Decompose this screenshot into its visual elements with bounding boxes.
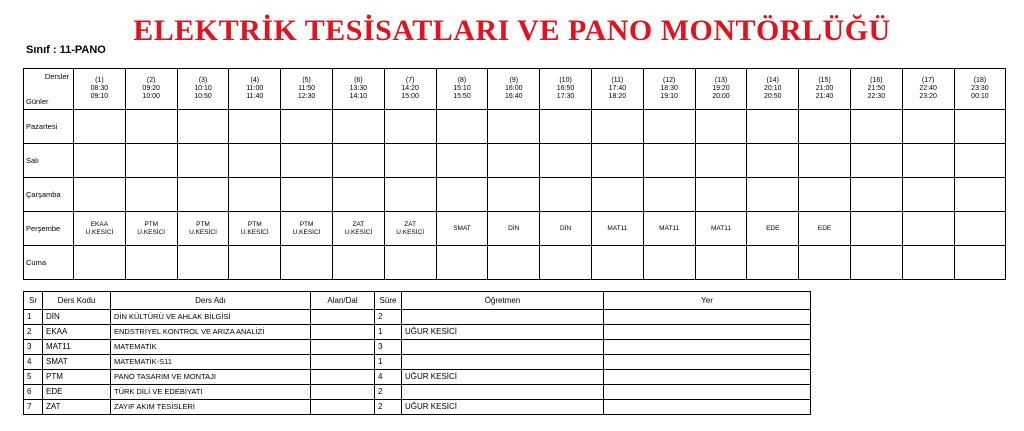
course-code: EKAA [43, 325, 111, 340]
schedule-cell [591, 246, 643, 280]
cell-course-code: ZAT [352, 220, 365, 228]
cell-teacher: U.KESİCİ [240, 228, 269, 236]
row-number: 4 [24, 355, 43, 370]
period-header [540, 69, 592, 110]
period-end: 10:00 [142, 93, 160, 100]
course-place [604, 385, 811, 400]
schedule-cell [643, 178, 695, 212]
schedule-cell [281, 246, 333, 280]
schedule-cell [74, 110, 126, 144]
cell-teacher: U.KESİCİ [189, 228, 217, 236]
schedule-cell [799, 246, 851, 280]
schedule-cell [177, 144, 229, 178]
schedule-cell [954, 246, 1006, 280]
period-header [488, 69, 540, 110]
cell-teacher: U.KESİCİ [344, 228, 373, 236]
period-num: (10) [559, 77, 572, 84]
schedule-cell [643, 212, 695, 246]
course-code: DİN [43, 310, 111, 325]
schedule-cell [954, 212, 1006, 246]
schedule-cell [695, 212, 747, 246]
header-place: Yer [604, 292, 811, 310]
schedule-cell [540, 212, 592, 246]
course-duration: 1 [375, 355, 402, 370]
schedule-cell [74, 246, 126, 280]
period-start: 19:20 [712, 85, 730, 92]
period-start: 18:30 [660, 85, 678, 92]
schedule-corner-cell [24, 69, 74, 110]
day-row [24, 212, 1006, 246]
period-end: 09:10 [90, 93, 109, 100]
course-name: DİN KÜLTÜRÜ VE AHLAK BİLGİSİ [111, 310, 311, 325]
period-start: 09:20 [142, 85, 160, 92]
period-num: (3) [198, 77, 208, 84]
row-number: 5 [24, 370, 43, 385]
period-start: 17:40 [608, 85, 627, 92]
schedule-cell [799, 212, 851, 246]
course-duration: 4 [375, 370, 402, 385]
schedule-cell [436, 110, 488, 144]
schedule-cell [177, 212, 229, 246]
course-area [311, 385, 375, 400]
cell-course-code: EKAA [90, 220, 109, 228]
schedule-header-row [24, 69, 1006, 110]
schedule-cell [747, 144, 799, 178]
period-end: 23:20 [919, 93, 937, 100]
schedule-cell [643, 246, 695, 280]
period-header [591, 69, 643, 110]
schedule-cell [902, 144, 954, 178]
row-number: 3 [24, 340, 43, 355]
period-start: 15:10 [453, 85, 471, 92]
period-header [643, 69, 695, 110]
course-teacher: UĞUR KESİCİ [402, 370, 604, 385]
cell-teacher: U.KESİCİ [85, 228, 114, 236]
header-sr: Sr [24, 292, 43, 310]
schedule-cell [281, 110, 333, 144]
course-row [24, 310, 811, 325]
cell-course-code: DİN [508, 224, 520, 232]
schedule-cell [591, 178, 643, 212]
corner-dersler-label: Dersler [44, 72, 69, 81]
period-num: (8) [457, 77, 467, 84]
schedule-cell [591, 144, 643, 178]
course-row [24, 355, 811, 370]
cell-course-code: MAT11 [607, 224, 628, 232]
header-course-code: Ders Kodu [43, 292, 111, 310]
course-teacher [402, 310, 604, 325]
cell-teacher: U.KESİCİ [137, 228, 166, 236]
schedule-cell [384, 212, 436, 246]
course-duration: 2 [375, 400, 402, 415]
course-list-table [23, 291, 811, 415]
course-place [604, 325, 811, 340]
period-end: 00:10 [971, 93, 989, 100]
course-area [311, 355, 375, 370]
course-place [604, 310, 811, 325]
schedule-cell [902, 110, 954, 144]
cell-course-code: SMAT [453, 224, 471, 232]
course-row [24, 385, 811, 400]
period-start: 11:00 [246, 85, 264, 92]
schedule-cell [695, 110, 747, 144]
schedule-cell [540, 246, 592, 280]
day-row [24, 110, 1006, 144]
period-header [799, 69, 851, 110]
period-header [850, 69, 902, 110]
schedule-cell [177, 246, 229, 280]
header-area: Alan/Dal [311, 292, 375, 310]
course-area [311, 400, 375, 415]
schedule-cell [125, 212, 177, 246]
course-code: MAT11 [43, 340, 111, 355]
period-header [74, 69, 126, 110]
period-start: 22:40 [919, 85, 937, 92]
corner-gunler-label: Günler [26, 97, 49, 106]
course-name: TÜRK DİLİ VE EDEBİYATI [111, 385, 311, 400]
period-end: 15:50 [453, 93, 471, 100]
schedule-cell [74, 144, 126, 178]
schedule-cell [332, 144, 384, 178]
schedule-cell [488, 246, 540, 280]
header-course-name: Ders Adı [111, 292, 311, 310]
day-name: Cuma [24, 246, 74, 280]
day-name: Perşembe [24, 212, 74, 246]
day-name: Pazartesi [24, 110, 74, 144]
schedule-cell [125, 246, 177, 280]
cell-teacher: U.KESİCİ [396, 228, 425, 236]
course-teacher [402, 355, 604, 370]
period-end: 20:00 [712, 93, 730, 100]
period-end: 16:40 [505, 93, 523, 100]
header-duration: Süre [375, 292, 402, 310]
period-end: 20:50 [763, 93, 782, 100]
period-header [954, 69, 1006, 110]
cell-course-code: PTM [144, 220, 159, 228]
period-end: 10:50 [194, 93, 212, 100]
period-header [177, 69, 229, 110]
period-end: 12:30 [297, 93, 316, 100]
schedule-cell [591, 110, 643, 144]
period-num: (5) [302, 77, 311, 84]
period-header [695, 69, 747, 110]
class-label: Sınıf : 11-PANO [26, 44, 106, 56]
schedule-cell [799, 144, 851, 178]
schedule-cell [229, 246, 281, 280]
course-teacher: UĞUR KESİCİ [402, 325, 604, 340]
period-start: 14:20 [401, 85, 419, 92]
cell-teacher: U.KESİCİ [292, 228, 321, 236]
period-start: 08:30 [90, 85, 109, 92]
schedule-cell [954, 110, 1006, 144]
schedule-cell [229, 110, 281, 144]
period-num: (18) [973, 77, 987, 84]
schedule-cell [643, 144, 695, 178]
cell-course-code: DİN [559, 224, 572, 232]
cell-course-code: MAT11 [659, 224, 680, 232]
period-num: (14) [766, 77, 779, 84]
schedule-cell [229, 178, 281, 212]
cell-course-code: EDE [817, 224, 832, 232]
row-number: 2 [24, 325, 43, 340]
period-header [281, 69, 333, 110]
period-num: (4) [250, 77, 260, 84]
course-code: PTM [43, 370, 111, 385]
schedule-cell [384, 110, 436, 144]
schedule-cell [125, 178, 177, 212]
period-num: (9) [509, 77, 519, 84]
course-duration: 2 [375, 385, 402, 400]
day-name: Salı [24, 144, 74, 178]
schedule-cell [850, 110, 902, 144]
row-number: 1 [24, 310, 43, 325]
course-name: ZAYIF AKIM TESİSLERİ [111, 400, 311, 415]
day-name: Çarşamba [24, 178, 74, 212]
schedule-cell [177, 110, 229, 144]
course-duration: 3 [375, 340, 402, 355]
course-teacher: UĞUR KESİCİ [402, 400, 604, 415]
period-num: (12) [662, 77, 676, 84]
schedule-cell [747, 110, 799, 144]
period-start: 21:00 [815, 85, 834, 92]
schedule-cell [281, 212, 333, 246]
course-teacher [402, 385, 604, 400]
schedule-cell [229, 212, 281, 246]
schedule-cell [488, 178, 540, 212]
schedule-cell [488, 212, 540, 246]
course-place [604, 400, 811, 415]
schedule-cell [902, 246, 954, 280]
period-num: (2) [146, 77, 156, 84]
schedule-cell [799, 178, 851, 212]
schedule-cell [332, 178, 384, 212]
schedule-cell [332, 246, 384, 280]
schedule-cell [281, 178, 333, 212]
schedule-cell [436, 212, 488, 246]
schedule-cell [902, 212, 954, 246]
period-end: 18:20 [608, 93, 627, 100]
course-name: PANO TASARIM VE MONTAJI [111, 370, 311, 385]
course-area [311, 370, 375, 385]
cell-course-code: PTM [247, 220, 262, 228]
course-row [24, 340, 811, 355]
period-num: (15) [818, 77, 831, 84]
period-num: (16) [870, 77, 883, 84]
schedule-cell [954, 178, 1006, 212]
schedule-cell [281, 144, 333, 178]
course-row [24, 325, 811, 340]
schedule-cell [488, 144, 540, 178]
schedule-cell [384, 178, 436, 212]
period-start: 11:50 [298, 85, 316, 92]
schedule-cell [125, 144, 177, 178]
period-end: 21:40 [815, 93, 834, 100]
schedule-cell [747, 178, 799, 212]
period-num: (13) [714, 77, 728, 84]
schedule-cell [125, 110, 177, 144]
schedule-cell [902, 178, 954, 212]
schedule-cell [540, 110, 592, 144]
schedule-cell [384, 144, 436, 178]
schedule-cell [74, 178, 126, 212]
course-header-row [24, 292, 811, 310]
course-code: ZAT [43, 400, 111, 415]
schedule-cell [850, 246, 902, 280]
schedule-cell [747, 246, 799, 280]
header-teacher: Öğretmen [402, 292, 604, 310]
period-end: 11:40 [246, 93, 264, 100]
schedule-cell [74, 212, 126, 246]
schedule-cell [747, 212, 799, 246]
period-num: (6) [354, 77, 363, 84]
schedule-cell [332, 212, 384, 246]
course-code: EDE [43, 385, 111, 400]
course-row [24, 370, 811, 385]
period-header [747, 69, 799, 110]
weekly-schedule-table [23, 68, 1006, 280]
schedule-cell [643, 110, 695, 144]
cell-course-code: MAT11 [710, 224, 731, 232]
course-place [604, 340, 811, 355]
period-end: 14:10 [349, 93, 368, 100]
schedule-cell [229, 144, 281, 178]
schedule-cell [850, 212, 902, 246]
period-header [384, 69, 436, 110]
period-end: 19:10 [660, 93, 678, 100]
cell-course-code: PTM [299, 220, 314, 228]
period-start: 23:30 [971, 85, 989, 92]
schedule-cell [954, 144, 1006, 178]
period-start: 16:50 [556, 85, 575, 92]
course-duration: 1 [375, 325, 402, 340]
schedule-cell [436, 144, 488, 178]
schedule-cell [799, 110, 851, 144]
day-row [24, 144, 1006, 178]
row-number: 7 [24, 400, 43, 415]
row-number: 6 [24, 385, 43, 400]
period-end: 17:30 [556, 93, 575, 100]
cell-course-code: EDE [766, 224, 780, 232]
course-row [24, 400, 811, 415]
cell-course-code: PTM [196, 220, 210, 228]
period-start: 10:10 [194, 85, 212, 92]
day-row [24, 246, 1006, 280]
period-num: (7) [405, 77, 415, 84]
course-area [311, 310, 375, 325]
course-teacher [402, 340, 604, 355]
schedule-cell [332, 110, 384, 144]
period-end: 22:30 [867, 93, 886, 100]
cell-course-code: ZAT [404, 220, 417, 228]
schedule-cell [695, 144, 747, 178]
course-code: SMAT [43, 355, 111, 370]
schedule-cell [591, 212, 643, 246]
schedule-cell [850, 178, 902, 212]
day-row [24, 178, 1006, 212]
period-header [229, 69, 281, 110]
course-name: MATEMATİK-S11 [111, 355, 311, 370]
course-name: MATEMATİK [111, 340, 311, 355]
schedule-cell [436, 178, 488, 212]
course-place [604, 355, 811, 370]
schedule-cell [540, 144, 592, 178]
course-area [311, 325, 375, 340]
course-area [311, 340, 375, 355]
page-title: ELEKTRİK TESİSATLARI VE PANO MONTÖRLÜĞÜ [133, 14, 891, 47]
period-header [332, 69, 384, 110]
period-num: (17) [921, 77, 935, 84]
period-header [125, 69, 177, 110]
schedule-cell [488, 110, 540, 144]
period-start: 20:10 [763, 85, 782, 92]
schedule-cell [850, 144, 902, 178]
period-num: (11) [611, 77, 624, 84]
schedule-cell [695, 246, 747, 280]
period-num: (1) [95, 77, 104, 84]
period-end: 15:00 [401, 93, 419, 100]
period-header [436, 69, 488, 110]
course-place [604, 370, 811, 385]
schedule-cell [436, 246, 488, 280]
period-start: 16:00 [505, 85, 523, 92]
schedule-cell [384, 246, 436, 280]
schedule-cell [540, 178, 592, 212]
course-name: ENDSTRİYEL KONTROL VE ARIZA ANALİZİ [111, 325, 311, 340]
period-header [902, 69, 954, 110]
period-start: 21:50 [867, 85, 886, 92]
period-start: 13:30 [349, 85, 368, 92]
course-duration: 2 [375, 310, 402, 325]
schedule-cell [695, 178, 747, 212]
schedule-cell [177, 178, 229, 212]
